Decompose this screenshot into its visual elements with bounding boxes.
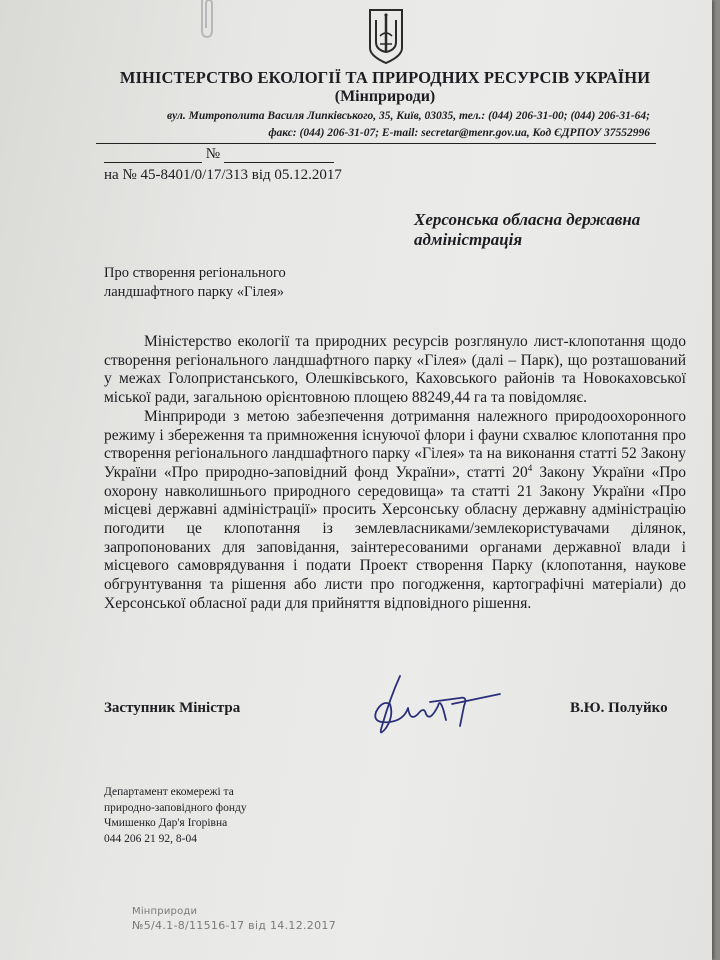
- superscript: 4: [527, 462, 533, 473]
- stamp-line: Мінприроди: [132, 906, 198, 917]
- body-paragraph: Міністерство екології та природних ресурсів розглянуло лист-клопотання щодо створення регіонального ландшафтного парку «Гілея» (далі – Парк), що розташований у межах Голопристанського, Олешківського, Каховського районів та Новокаховської міської ради, загальною орієнтовною площею 88249,44 га та повідомляє.: [104, 333, 686, 407]
- recipient-line: Херсонська обласна державна: [414, 210, 641, 229]
- executor-line: Департамент екомережі та: [104, 786, 234, 798]
- registration-stamp: [132, 906, 336, 932]
- trident-emblem-icon: [366, 6, 406, 66]
- ministry-name: МІНІСТЕРСТВО ЕКОЛОГІЇ ТА ПРИРОДНИХ РЕСУРСІВ УКРАЇНИ: [119, 68, 651, 87]
- subject-line: Про створення регіонального: [104, 265, 286, 281]
- header-divider: [96, 143, 656, 144]
- recipient: [414, 210, 674, 250]
- handwritten-signature: [360, 668, 510, 748]
- signatory-position: Заступник Міністра: [104, 700, 241, 716]
- executor-line: Чмишенко Дар'я Ігорівна: [104, 817, 228, 829]
- date-blank: [104, 148, 202, 163]
- executor-line: природно-заповідного фонду: [104, 801, 247, 814]
- contacts-line: факс: (044) 206-31-07; E-mail: secretar@menr.gov.ua, Код ЄДРПОУ 37552996: [268, 127, 650, 139]
- ministry-short-name: (Мінприроди): [334, 88, 436, 105]
- signatory-name: В.Ю. Полуйко: [570, 700, 668, 716]
- address-line: вул. Митрополита Василя Липківського, 35, Київ, 03035, тел.: (044) 206-31-00; (044) 206-31-64;: [167, 110, 650, 122]
- executor-line: 044 206 21 92, 8-04: [104, 832, 197, 845]
- number-blank: [224, 148, 334, 163]
- executor-info: [104, 785, 364, 847]
- body-paragraph: [104, 408, 686, 614]
- body-text: Мінприроди з метою забезпечення дотримання належного природоохоронного режиму і збереження та примноження існуючої флори і фауни схвалює клопотання про створення регіонального ландшафтного парку «Гілея» та на виконання статті 52 Закону України «Про природно-заповідний фонд України», статті 20: [104, 407, 686, 481]
- number-sign: №: [205, 146, 221, 162]
- subject-line: ландшафтного парку «Гілея»: [104, 284, 285, 300]
- recipient-line: адміністрація: [414, 230, 523, 249]
- stamp-line: №5/4.1-8/11516-17 від 14.12.2017: [132, 919, 336, 932]
- paper-clip-icon: [196, 0, 218, 40]
- body-text: Закону України «Про охорону навколишнього природного середовища» та статті 21 Закону України «Про місцеві державні адміністрації» просить Херсонську обласну державну адміністрацію погодити це клопотання із землевласниками/землекористувачами ділянок, запропонованих для заповідання, заінтересованими органами державної влади і місцевого самоврядування і подати Проект створення Парку (клопотання, наукове обгрунтування та рішення або листи про погодження, картографічні матеріали) до Херсонської обласної ради для прийняття відповідного рішення.: [104, 463, 687, 612]
- letter-body: [104, 333, 686, 614]
- reference-number: на № 45-8401/0/17/313 від 05.12.2017: [104, 167, 342, 183]
- letter-subject: [104, 264, 344, 302]
- outgoing-number-line: [104, 146, 334, 163]
